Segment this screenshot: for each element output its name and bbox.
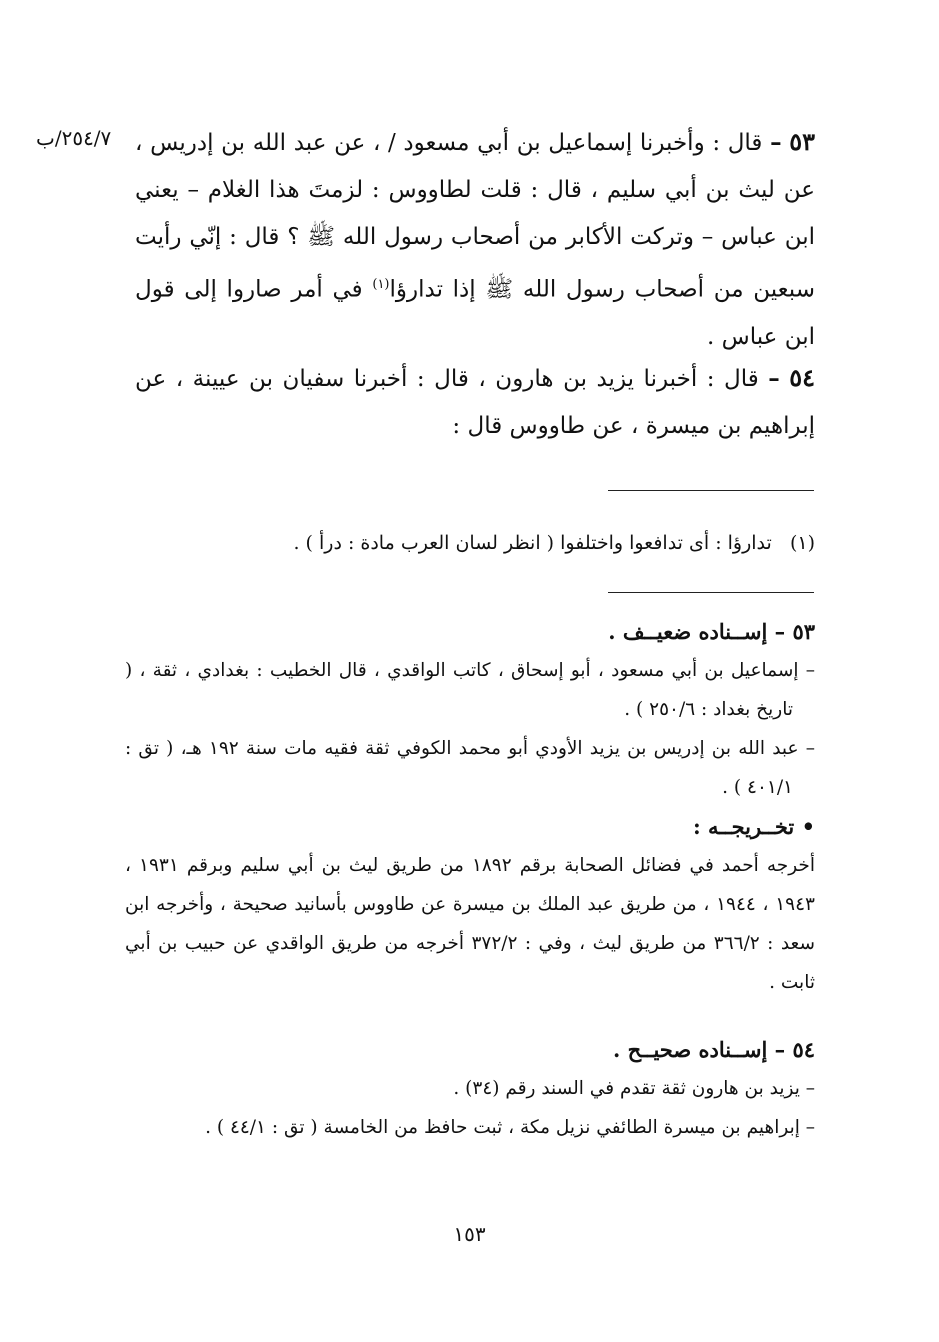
commentary-heading: إســناده ضعيــف . [608,619,768,644]
commentary-heading: إســناده صحيــح . [612,1037,768,1062]
commentary-dash: – [774,619,786,644]
commentary-number: ٥٤ [792,1037,815,1062]
footnote-divider [608,490,814,491]
commentary-item: – عبد الله بن إدريس بن يزيد الأودي أبو محمد الكوفي ثقة فقيه مات سنة ١٩٢ هـ، ( تق : ٤٠١/١ ) . [125,738,815,798]
margin-reference: ٢٥٤/٧/ب [36,126,112,150]
footnote-reference: (١) [372,277,390,292]
paragraph-54 [135,354,815,450]
commentary-divider [608,592,814,593]
paragraph-text: قال : أخبرنا يزيد بن هارون ، قال : أخبرنا سفيان بن عيينة ، عن إبراهيم بن ميسرة ، عن طاووس قال : [135,366,815,439]
paragraph-53 [135,118,815,361]
takhrij-text: أخرجه أحمد في فضائل الصحابة برقم ١٨٩٢ من طريق ليث بن أبي سليم وبرقم ١٩٣١ ، ١٩٤٣ ، ١٩٤٤ ، من طريق عبد الملك بن ميسرة عن طاووس بأسانيد صحيحة ، وأخرجه ابن سعد : ٣٦٦/٢ من طريق ليث ، وفي : ٣٧٢/٢ أخرجه من طريق الواقدي عن حبيب بن أبي ثابت . [125,855,816,993]
paragraph-text: قال : وأخبرنا إسماعيل بن أبي مسعود / ، عن عبد الله بن إدريس ، عن ليث بن أبي سليم ، قال : قلت لطاووس : لزمتَ هذا الغلام – يعني ابن عباس – وتركت الأكابر من أصحاب رسول الله ﷺ ؟ قال : إنّي رأيت سبعين من أصحاب رسول الله ﷺ إذا تدارؤا [135,130,815,303]
footnote [135,528,815,558]
takhrij-heading: • تخــريجــه : [692,814,815,839]
paragraph-dash: – [770,129,782,156]
footnote-marker: (١) [789,532,815,554]
commentary-54 [125,1030,815,1147]
paragraph-number: ٥٣ [789,127,815,156]
commentary-item: – يزيد بن هارون ثقة تقدم في السند رقم (٣٤) . [453,1078,815,1099]
commentary-53 [125,612,815,1002]
footnote-text: تدارؤا : أى تدافعوا واختلفوا ( انظر لسان العرب مادة : درأ ) . [293,532,772,554]
commentary-number: ٥٣ [792,619,815,644]
page-number: ١٥٣ [453,1222,486,1246]
commentary-item: – إسماعيل بن أبي مسعود ، أبو إسحاق ، كاتب الواقدي ، قال الخطيب : بغدادي ، ثقة ، ( تاريخ بغداد : ٢٥٠/٦ ) . [125,660,815,720]
commentary-dash: – [774,1037,786,1062]
commentary-item: – إبراهيم بن ميسرة الطائفي نزيل مكة ، ثبت حافظ من الخامسة ( تق : ٤٤/١ ) . [205,1117,815,1138]
paragraph-number: ٥٤ [789,363,816,392]
paragraph-text-continued: في أمر صاروا إلى قول ابن عباس . [135,276,815,350]
paragraph-dash: – [768,365,780,392]
